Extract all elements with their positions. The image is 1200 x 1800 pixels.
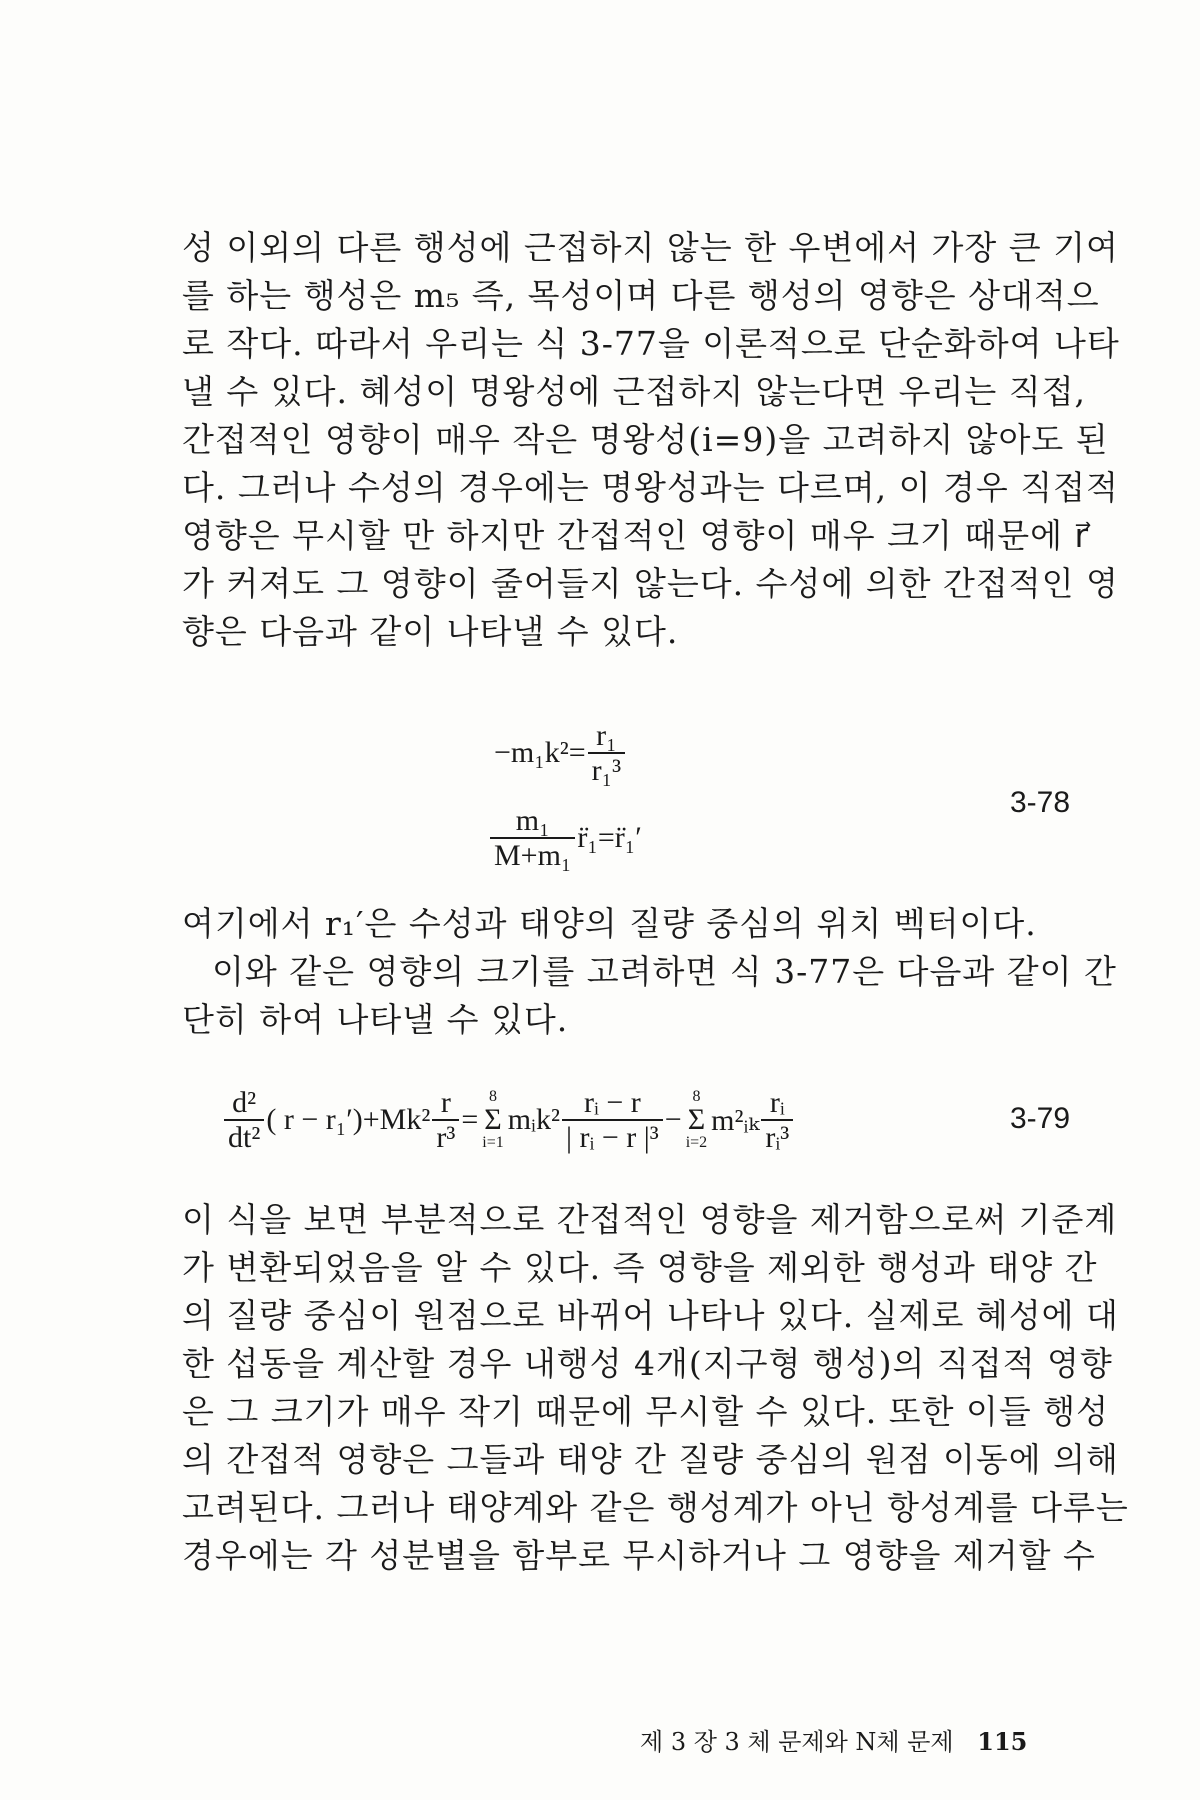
eq-3-78-line1-left: −m₁k²= (494, 736, 586, 769)
sigma-icon: Σ (687, 1103, 706, 1136)
eq-3-78-fraction-2-numerator: m₁ (515, 804, 550, 837)
eq-3-79-r-denominator: r³ (432, 1119, 459, 1154)
eq-3-79-sum-1-top: 8 (488, 1088, 497, 1105)
eq-3-78-fraction-2 (490, 804, 575, 872)
eq-3-79-mk: +Mk² (362, 1103, 431, 1136)
eq-3-79-derivative (224, 1086, 264, 1154)
text-line: 의 간접적 영향은 그들과 태양 간 질량 중심의 원점 이동에 의해 (182, 1440, 1119, 1479)
eq-3-78-line2-rest: r̈₁=r̈₁′ (577, 821, 642, 854)
text-line: 고려된다. 그러나 태양계와 같은 행성계가 아닌 항성계를 다루는 (182, 1488, 1129, 1527)
eq-3-79-fraction-2-numerator: rᵢ (769, 1086, 785, 1119)
paragraph-3 (182, 1196, 1129, 1580)
equation-3-79 (222, 1070, 795, 1170)
text-line: 낼 수 있다. 혜성이 명왕성에 근접하지 않는다면 우리는 직접, (182, 372, 1086, 411)
eq-3-79-minus: − (664, 1103, 682, 1136)
text-line: 향은 다음과 같이 나타낼 수 있다. (182, 612, 679, 651)
text-line: 의 질량 중심이 원점으로 바뀌어 나타나 있다. 실제로 혜성에 대 (182, 1296, 1119, 1335)
text-line: 가 커져도 그 영향이 줄어들지 않는다. 수성에 의한 간접적인 영 (182, 564, 1119, 603)
page-footer (640, 1722, 1027, 1757)
paragraph-2 (182, 900, 1117, 1044)
text-line: 성 이외의 다른 행성에 근접하지 않는 한 우변에서 가장 큰 기여 (182, 228, 1119, 267)
text-line: 여기에서 r₁′은 수성과 태양의 질량 중심의 위치 벡터이다. (182, 904, 1037, 943)
eq-3-79-sum-1-bottom: i=1 (482, 1134, 504, 1151)
eq-3-79-sum-2 (686, 1089, 707, 1151)
eq-3-78-fraction-1-numerator: r₁ (596, 719, 617, 752)
eq-3-79-fraction-1-numerator: rᵢ − r (583, 1086, 641, 1119)
text-line: 단히 하여 나타낼 수 있다. (182, 1000, 569, 1039)
text-line: 경우에는 각 성분별을 함부로 무시하거나 그 영향을 제거할 수 (182, 1536, 1096, 1575)
text-line: 은 그 크기가 매우 작기 때문에 무시할 수 있다. 또한 이들 행성 (182, 1392, 1109, 1431)
text-line: 한 섭동을 계산할 경우 내행성 4개(지구형 행성)의 직접적 영향 (182, 1344, 1113, 1383)
eq-3-79-fraction-2 (761, 1086, 793, 1154)
text-line: 이 식을 보면 부분적으로 간접적인 영향을 제거함으로써 기준계 (182, 1200, 1118, 1239)
eq-3-79-paren: ( r − r₁′) (266, 1103, 363, 1136)
eq-3-79-sum-1 (482, 1089, 503, 1151)
paragraph-1 (182, 224, 1120, 656)
text-line: 다. 그러나 수성의 경우에는 명왕성과는 다르며, 이 경우 직접적 (182, 468, 1119, 507)
text-line: 간접적인 영향이 매우 작은 명왕성(i=9)을 고려하지 않아도 된 (182, 420, 1109, 459)
equation-number-3-79: 3-79 (1010, 1102, 1071, 1135)
equation-3-78 (488, 718, 642, 878)
text-line: 를 하는 행성은 m₅ 즉, 목성이며 다른 행성의 영향은 상대적으 (182, 276, 1100, 315)
eq-3-79-fraction-1 (562, 1086, 663, 1154)
text-line: 가 변환되었음을 알 수 있다. 즉 영향을 제외한 행성과 태양 간 (182, 1248, 1098, 1287)
eq-3-78-fraction-2-denominator: M+m₁ (490, 837, 575, 872)
eq-3-79-sum-2-top: 8 (692, 1088, 701, 1105)
eq-3-78-fraction-1-denominator: r₁³ (588, 752, 625, 787)
eq-3-79-derivative-numerator: d² (232, 1086, 257, 1119)
text-line: 영향은 무시할 만 하지만 간접적인 영향이 매우 크기 때문에 r⃗ (182, 516, 1090, 555)
eq-3-79-term-2: m²ᵢₖ (711, 1103, 760, 1137)
running-footer-chapter: 제 3 장 3 체 문제와 N체 문제 (640, 1728, 954, 1756)
text-line: 로 작다. 따라서 우리는 식 3-77을 이론적으로 단순화하여 나타 (182, 324, 1120, 363)
eq-3-79-r-numerator: r (440, 1086, 451, 1119)
eq-3-79-equals: = (461, 1103, 479, 1136)
eq-3-79-term-1: mᵢk² (507, 1103, 560, 1136)
text-line: 이와 같은 영향의 크기를 고려하면 식 3-77은 다음과 같이 간 (212, 952, 1117, 991)
eq-3-79-fraction-2-denominator: rᵢ³ (761, 1119, 793, 1154)
page-number: 115 (977, 1727, 1028, 1756)
eq-3-79-r-fraction (432, 1086, 459, 1154)
eq-3-79-sum-2-bottom: i=2 (685, 1134, 708, 1151)
sigma-icon: Σ (484, 1103, 502, 1136)
eq-3-79-fraction-1-denominator: | rᵢ − r |³ (562, 1119, 663, 1154)
equation-number-3-78: 3-78 (1010, 786, 1071, 819)
eq-3-79-derivative-denominator: dt² (224, 1119, 264, 1154)
eq-3-78-fraction-1 (588, 719, 625, 787)
